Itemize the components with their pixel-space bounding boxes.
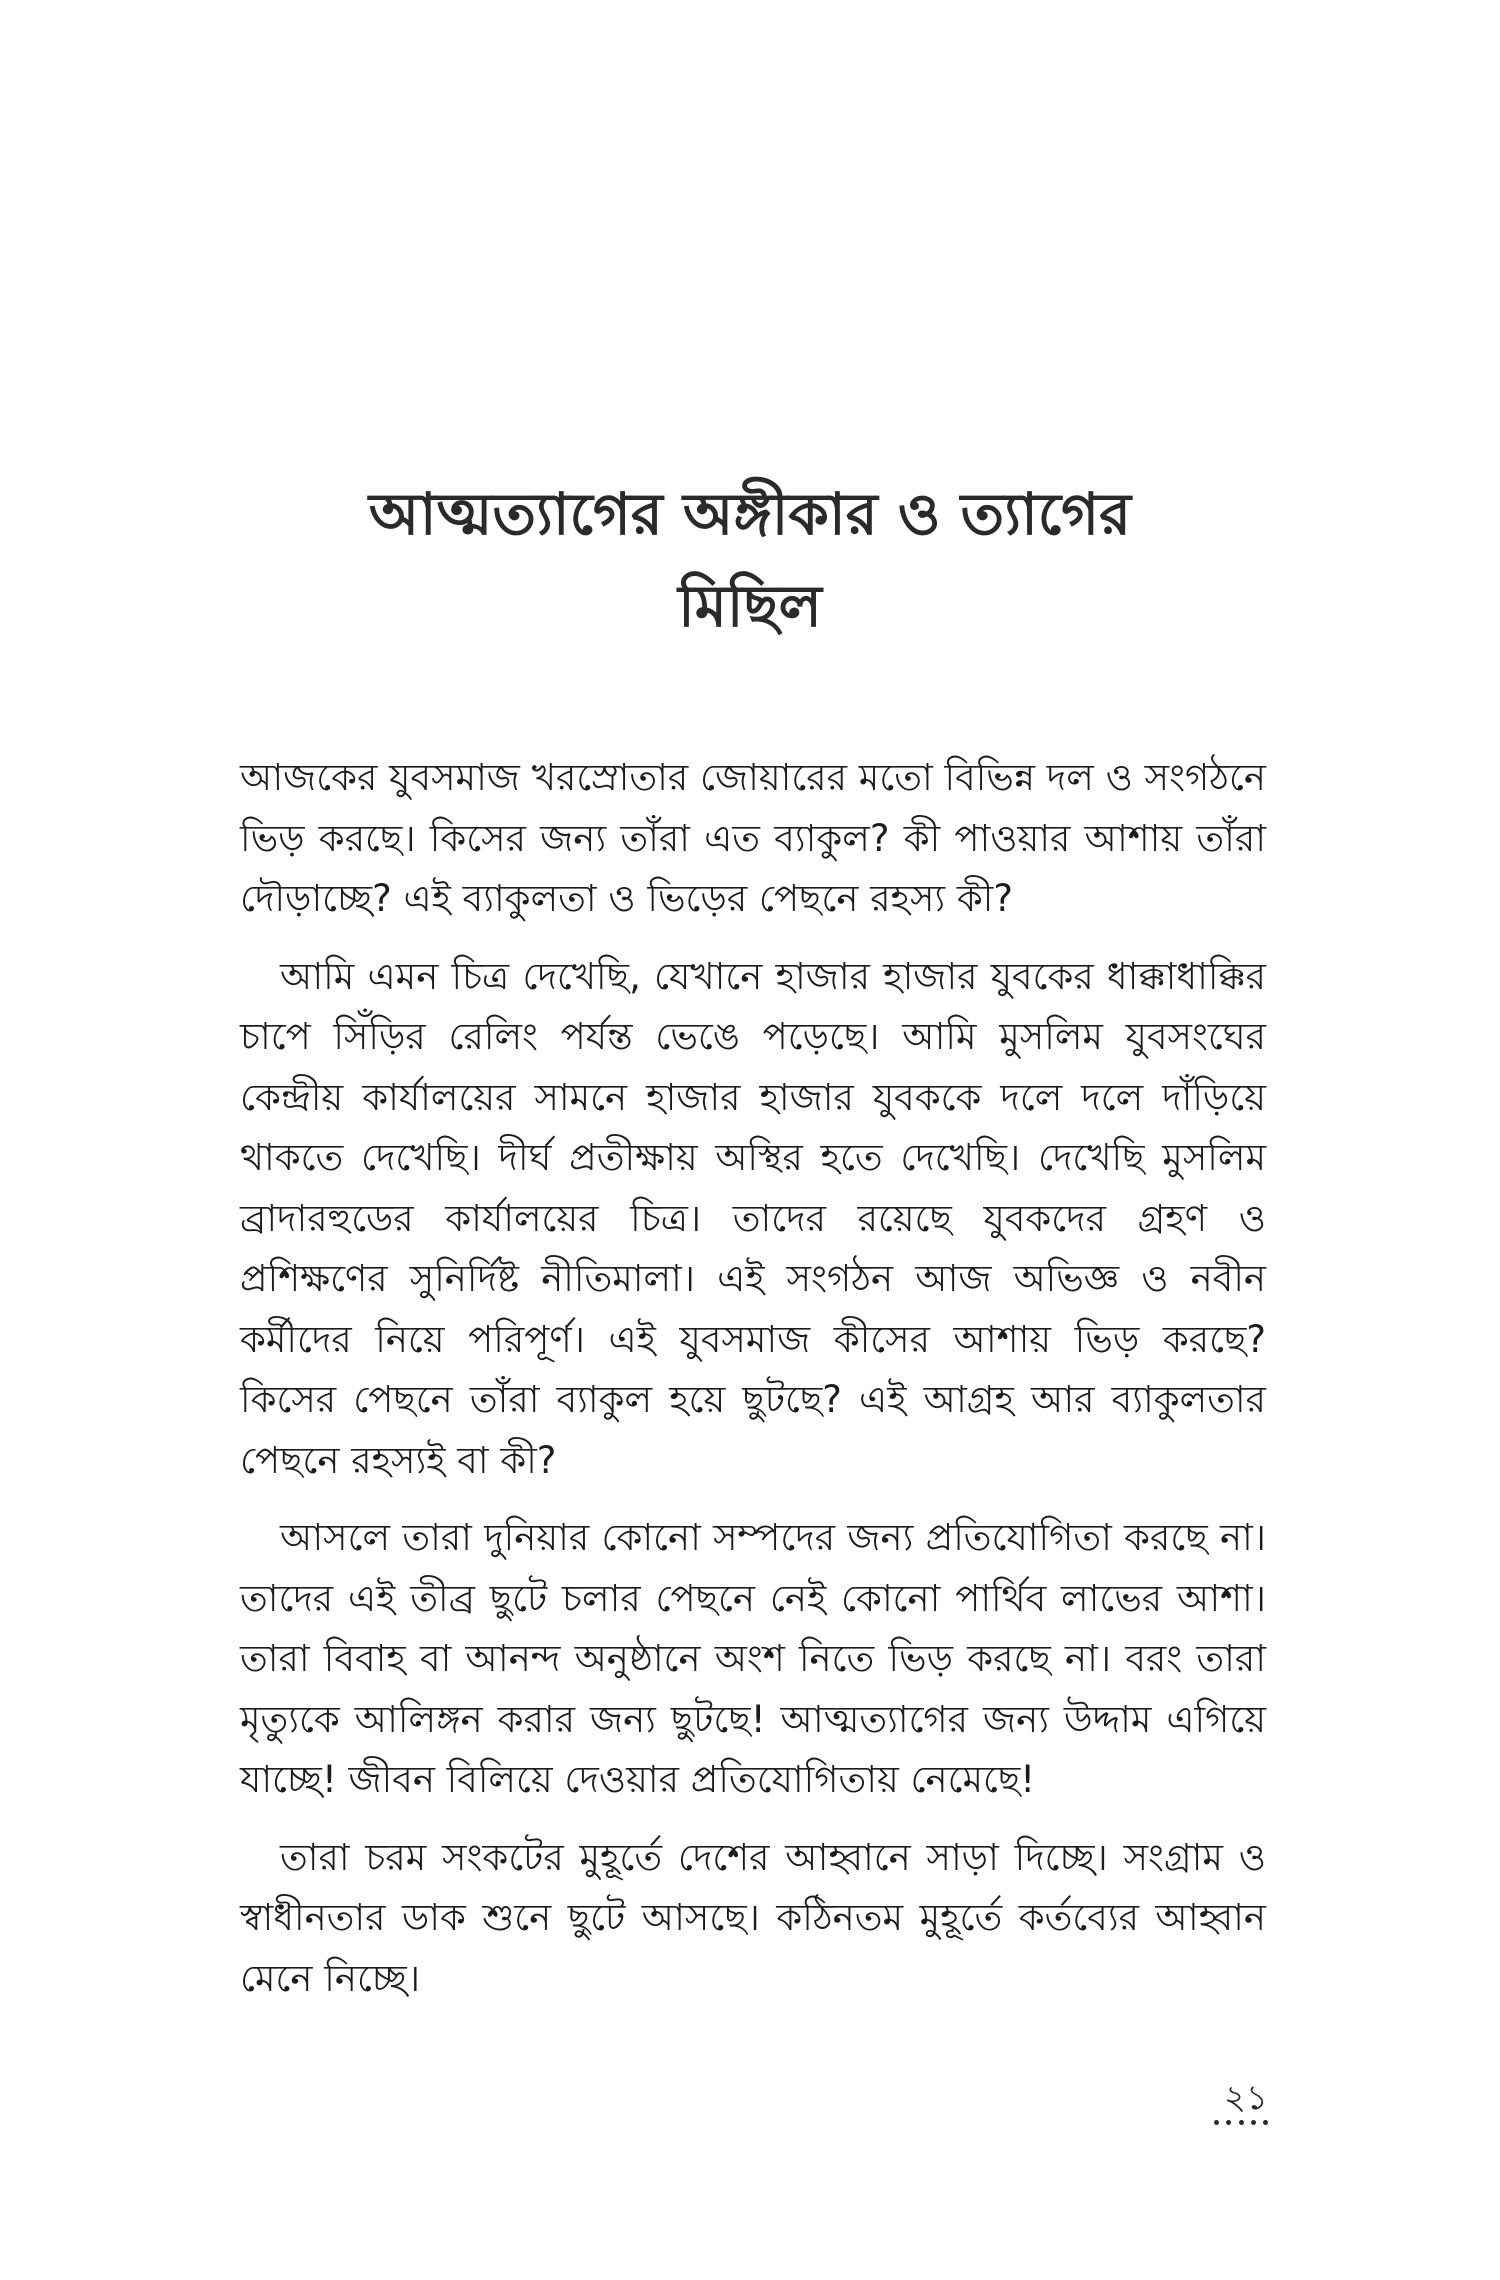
chapter-title-line-1: আত্মত্যাগের অঙ্গীকার ও ত্যাগের bbox=[368, 480, 1132, 548]
page-number: ২১ bbox=[1223, 2078, 1268, 2118]
paragraph-1: আজকের যুবসমাজ খরস্রোতার জোয়ারের মতো বিভিন্ন দল ও সংগঠনে ভিড় করছে। কিসের জন্য তাঁরা এত ব্যাকুল? কী পাওয়ার আশায় তাঁরা দৌড়াচ্ছে? এই ব্যাকুলতা ও ভিড়ের পেছনে রহস্য কী? bbox=[240, 756, 1266, 920]
paragraph-2: আমি এমন চিত্র দেখেছি, যেখানে হাজার হাজার যুবকের ধাক্কাধাক্কির চাপে সিঁড়ির রেলিং পর্যন্ত ভেঙে পড়েছে। আমি মুসলিম যুবসংঘের কেন্দ্রীয় কার্যালয়ের সামনে হাজার হাজার যুবককে দলে দলে দাঁড়িয়ে থাকতে দেখেছি। দীর্ঘ প্রতীক্ষায় অস্থির হতে দেখেছি। দেখেছি মুসলিম ব্রাদারহুডের কার্যালয়ের চিত্র। তাদের রয়েছে যুবকদের গ্রহণ ও প্রশিক্ষণের সুনির্দিষ্ট নীতিমালা। এই সংগঠন আজ অভিজ্ঞ ও নবীন কর্মীদের নিয়ে পরিপূর্ণ। এই যুবসমাজ কীসের আশায় ভিড় করছে? কিসের পেছনে তাঁরা ব্যাকুল হয়ে ছুটছে? এই আগ্রহ আর ব্যাকুলতার পেছনে রহস্যই বা কী? bbox=[240, 954, 1266, 1482]
chapter-title-line-2: মিছিল bbox=[678, 572, 822, 640]
paragraph-3: আসলে তারা দুনিয়ার কোনো সম্পদের জন্য প্রতিযোগিতা করছে না। তাদের এই তীব্র ছুটে চলার পেছনে নেই কোনো পার্থিব লাভের আশা। তারা বিবাহ বা আনন্দ অনুষ্ঠানে অংশ নিতে ভিড় করছে না। বরং তারা মৃত্যুকে আলিঙ্গন করার জন্য ছুটছে! আত্মত্যাগের জন্য উদ্দাম এগিয়ে যাচ্ছে! জীবন বিলিয়ে দেওয়ার প্রতিযোগিতায় নেমেছে! bbox=[240, 1516, 1266, 1801]
chapter-title bbox=[300, 468, 1200, 652]
page-number-dot-ornament bbox=[1214, 2120, 1268, 2126]
chapter-body bbox=[240, 748, 1266, 2026]
paragraph-4: তারা চরম সংকটের মুহূর্তে দেশের আহ্বানে সাড়া দিচ্ছে। সংগ্রাম ও স্বাধীনতার ডাক শুনে ছুটে আসছে। কঠিনতম মুহূর্তে কর্তব্যের আহ্বান মেনে নিচ্ছে। bbox=[240, 1835, 1266, 2000]
